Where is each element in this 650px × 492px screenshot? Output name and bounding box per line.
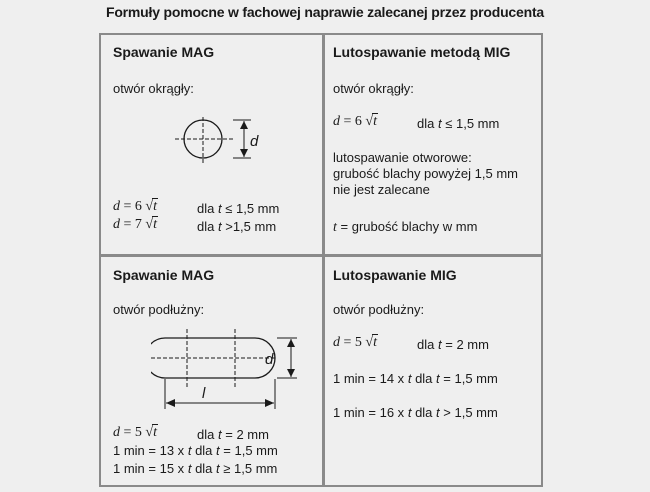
formula-condition: dla t = 2 mm (417, 337, 489, 352)
formula-line: d = 7 √t (113, 217, 157, 232)
formula-condition: dla t ≤ 1,5 mm (197, 201, 280, 216)
cell-mig-slot (325, 257, 541, 485)
formula-line: 1 min = 13 x t dla t = 1,5 mm (113, 443, 278, 458)
diameter-label: d (265, 351, 274, 368)
formula-line: 1 min = 14 x t dla t = 1,5 mm (333, 371, 498, 386)
definition-line: t = grubość blachy w mm (333, 219, 478, 235)
formula-line: 1 min = 15 x t dla t ≥ 1,5 mm (113, 461, 278, 476)
slot-hole-diagram (151, 329, 281, 411)
cell-mig-round (325, 35, 541, 254)
formula-line: d = 5 √t (333, 335, 377, 350)
cell-heading: Spawanie MAG (113, 44, 215, 60)
formula-line: d = 6 √t (333, 114, 377, 129)
formula-condition: dla t >1,5 mm (197, 219, 277, 234)
formula-condition: dla t = 2 mm (197, 427, 269, 442)
cell-heading: Lutospawanie metodą MIG (333, 44, 511, 60)
cell-heading: Lutospawanie MIG (333, 267, 457, 283)
slot-diameter-dimension (277, 337, 317, 385)
formula-line: d = 5 √t (113, 425, 157, 440)
page-title: Formuły pomocne w fachowej naprawie zalecanej przez producenta (105, 4, 545, 20)
cell-subheading: otwór podłużny: (333, 302, 425, 317)
formula-line: d = 6 √t (113, 199, 157, 214)
formula-condition: dla t ≤ 1,5 mm (417, 116, 500, 131)
formula-table (99, 33, 543, 487)
cell-subheading: otwór okrągły: (333, 81, 414, 96)
cell-mag-round (101, 35, 322, 254)
cell-subheading: otwór podłużny: (113, 302, 205, 317)
formula-line: 1 min = 16 x t dla t > 1,5 mm (333, 405, 498, 420)
diameter-label: d (250, 133, 259, 150)
cell-subheading: otwór okrągły: (113, 81, 194, 96)
length-label: l (202, 385, 206, 402)
note-text: lutospawanie otworowe: grubość blachy powyżej 1,5 mm nie jest zalecane (333, 150, 518, 197)
cell-heading: Spawanie MAG (113, 267, 215, 283)
cell-mag-slot (101, 257, 322, 485)
